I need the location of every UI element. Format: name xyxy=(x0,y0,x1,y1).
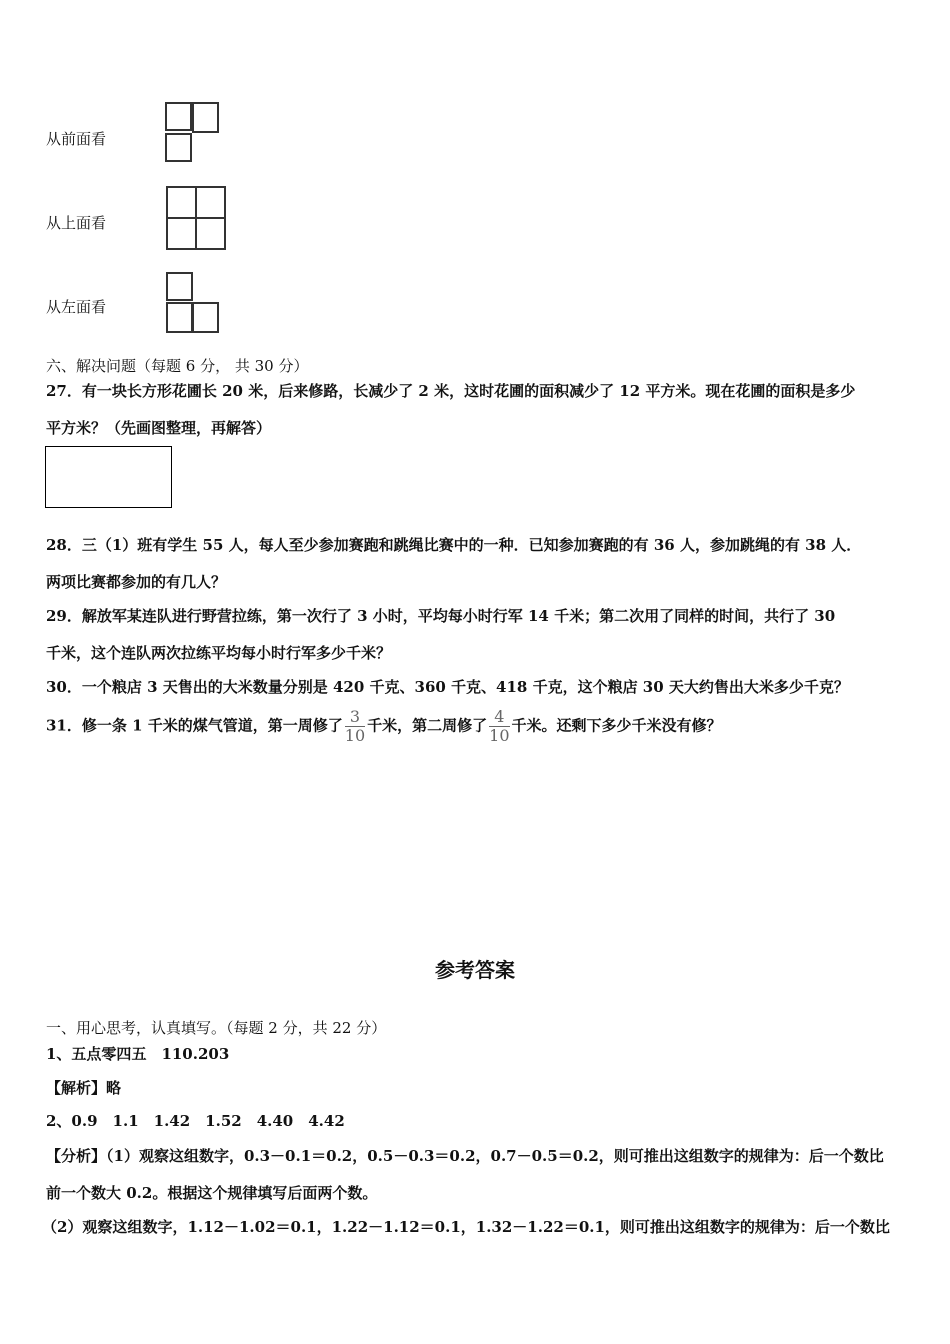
fraction-3-10: $\frac{3}{10}$ xyxy=(344,707,366,745)
question-30: 30．一个粮店 3 天售出的大米数量分别是 420 千克、360 千克、418 千克，这个粮店 30 天大约售出大米多少千克？ xyxy=(46,678,849,696)
answer-2-analysis-line1: 【分析】（1）观察这组数字，0.3－0.1＝0.2，0.5－0.3＝0.2，0.7－0.5＝0.2，则可推出这组数字的规律为：后一个数比 xyxy=(46,1147,884,1165)
view-label-top: 从上面看 xyxy=(46,214,107,232)
section-heading: 六、解决问题（每题 6 分， 共 30 分） xyxy=(46,357,309,375)
q31-text-c: 千米。还剩下多少千米没有修？ xyxy=(511,716,722,735)
answer-1-note: 【解析】略 xyxy=(46,1079,122,1097)
answers-section-heading: 一、用心思考，认真填写。（每题 2 分，共 22 分） xyxy=(46,1019,387,1037)
answer-2-analysis-line3: （2）观察这组数字，1.12－1.02＝0.1，1.22－1.12＝0.1，1.32－1.22＝0.1，则可推出这组数字的规律为：后一个数比 xyxy=(42,1218,890,1236)
view-label-left: 从左面看 xyxy=(46,298,107,316)
answer-2: 2、0.9 1.1 1.42 1.52 4.40 4.42 xyxy=(46,1112,345,1130)
fraction-4-10: $\frac{4}{10}$ xyxy=(489,707,510,745)
question-28-line2: 两项比赛都参加的有几人？ xyxy=(46,573,227,591)
question-27-line2: 平方米？（先画图整理，再解答） xyxy=(46,419,272,437)
q31-text-b: 千米，第二周修了 xyxy=(367,716,488,735)
question-31 xyxy=(46,708,722,745)
question-28-line1: 28．三（1）班有学生 55 人，每人至少参加赛跑和跳绳比赛中的一种．已知参加赛跑的有 36 人，参加跳绳的有 38 人． xyxy=(46,536,862,554)
question-29-line1: 29．解放军某连队进行野营拉练，第一次行了 3 小时，平均每小时行军 14 千米；第二次用了同样的时间，共行了 30 xyxy=(46,607,836,625)
question-27-line1: 27．有一块长方形花圃长 20 米，后来修路，长减少了 2 米，这时花圃的面积减少了 12 平方米。现在花圃的面积是多少 xyxy=(46,382,856,400)
q31-text-a: 31．修一条 1 千米的煤气管道，第一周修了 xyxy=(46,716,343,735)
answer-2-analysis-line2: 前一个数大 0.2。根据这个规律填写后面两个数。 xyxy=(46,1184,378,1202)
question-29-line2: 千米，这个连队两次拉练平均每小时行军多少千米？ xyxy=(46,644,392,662)
answer-1: 1、五点零四五 110.203 xyxy=(46,1045,230,1063)
drawing-box xyxy=(45,446,172,508)
view-label-front: 从前面看 xyxy=(46,130,107,148)
answers-title: 参考答案 xyxy=(435,958,515,982)
